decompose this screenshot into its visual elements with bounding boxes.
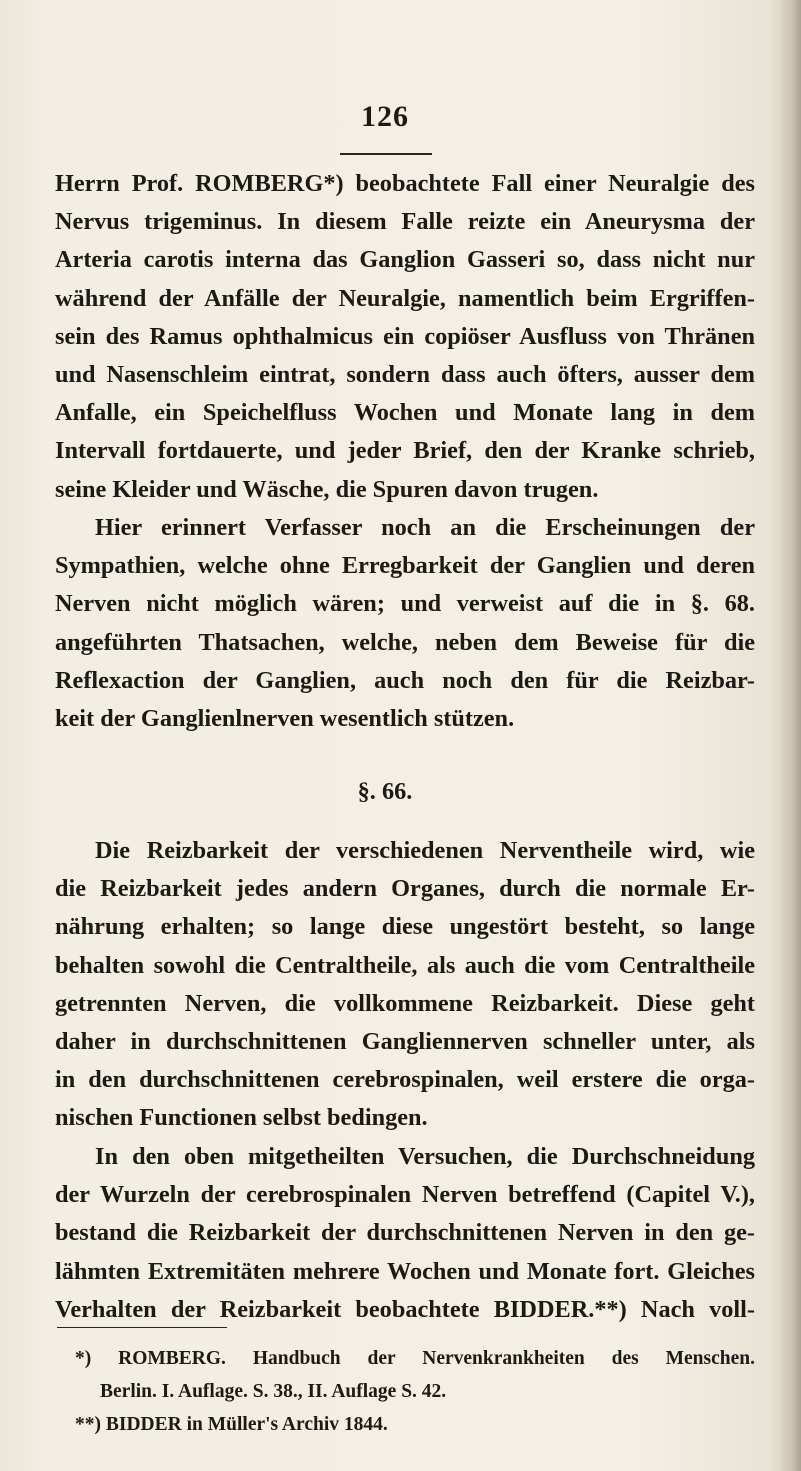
page-number: 126 <box>361 100 409 133</box>
text-line: Herrn Prof. ROMBERG*) beobachtete Fall einer Neuralgie des <box>55 170 755 197</box>
text-line: die Reizbarkeit jedes andern Organes, durch die normale Er- <box>55 875 755 903</box>
section-heading: §. 66. <box>357 778 413 805</box>
text-line: keit der Ganglienlnerven wesentlich stützen. <box>55 704 515 732</box>
text-line: lähmten Extremitäten mehrere Wochen und Monate fort. Gleiches <box>55 1257 755 1285</box>
text-line: Verhalten der Reizbarkeit beobachtete BIDDER.**) Nach voll- <box>55 1295 755 1323</box>
text-line: Anfalle, ein Speichelfluss Wochen und Monate lang in dem <box>55 399 755 427</box>
paragraph-2 <box>55 509 755 738</box>
page-number-rule <box>340 153 432 155</box>
text-line: Sympathien, welche ohne Erregbarkeit der Ganglien und deren <box>55 552 755 580</box>
footnote-rule <box>57 1327 227 1328</box>
text-line: und Nasenschleim eintrat, sondern dass auch öfters, ausser dem <box>55 360 755 388</box>
text-line: Arteria carotis interna das Ganglion Gasseri so, dass nicht nur <box>55 246 755 274</box>
text-line: während der Anfälle der Neuralgie, namentlich beim Ergriffen- <box>55 284 755 312</box>
text-line: Nerven nicht möglich wären; und verweist auf die in §. 68. <box>55 590 755 618</box>
footnote-romberg-continued: Berlin. I. Auflage. S. 38., II. Auflage S. 42. <box>100 1381 447 1402</box>
paragraph-4 <box>55 1138 755 1329</box>
text-line: daher in durchschnittenen Gangliennerven schneller unter, als <box>55 1027 755 1055</box>
text-line: sein des Ramus ophthalmicus ein copiöser Ausfluss von Thränen <box>55 322 755 350</box>
text-line: In den oben mitgetheilten Versuchen, die Durchschneidung <box>95 1143 755 1170</box>
footnotes <box>75 1342 755 1441</box>
text-line: der Wurzeln der cerebrospinalen Nerven betreffend (Capitel V.), <box>55 1181 755 1209</box>
text-line: seine Kleider und Wäsche, die Spuren davon trugen. <box>55 475 599 503</box>
paragraph-3 <box>55 832 755 1138</box>
text-line: Hier erinnert Verfasser noch an die Erscheinungen der <box>95 514 755 541</box>
page-edge-shadow <box>779 0 801 1471</box>
footnote-romberg: *) ROMBERG. Handbuch der Nervenkrankheiten des Menschen. <box>75 1348 755 1369</box>
text-line: nährung erhalten; so lange diese ungestört besteht, so lange <box>55 913 755 941</box>
text-line: Reflexaction der Ganglien, auch noch den für die Reizbar- <box>55 666 755 694</box>
text-line: nischen Functionen selbst bedingen. <box>55 1104 428 1132</box>
text-line: in den durchschnittenen cerebrospinalen, weil erstere die orga- <box>55 1066 755 1094</box>
text-line: Die Reizbarkeit der verschiedenen Nerventheile wird, wie <box>95 837 755 864</box>
text-line: getrennten Nerven, die vollkommene Reizbarkeit. Diese geht <box>55 989 755 1017</box>
text-line: bestand die Reizbarkeit der durchschnittenen Nerven in den ge- <box>55 1219 755 1247</box>
text-line: Intervall fortdauerte, und jeder Brief, den der Kranke schrieb, <box>55 437 755 465</box>
footnote-bidder: **) BIDDER in Müller's Archiv 1844. <box>75 1414 388 1435</box>
text-line: angeführten Thatsachen, welche, neben dem Beweise für die <box>55 628 755 656</box>
text-line: behalten sowohl die Centraltheile, als auch die vom Centraltheile <box>55 951 755 979</box>
text-line: Nervus trigeminus. In diesem Falle reizte ein Aneurysma der <box>55 208 755 236</box>
paragraph-1 <box>55 165 755 509</box>
